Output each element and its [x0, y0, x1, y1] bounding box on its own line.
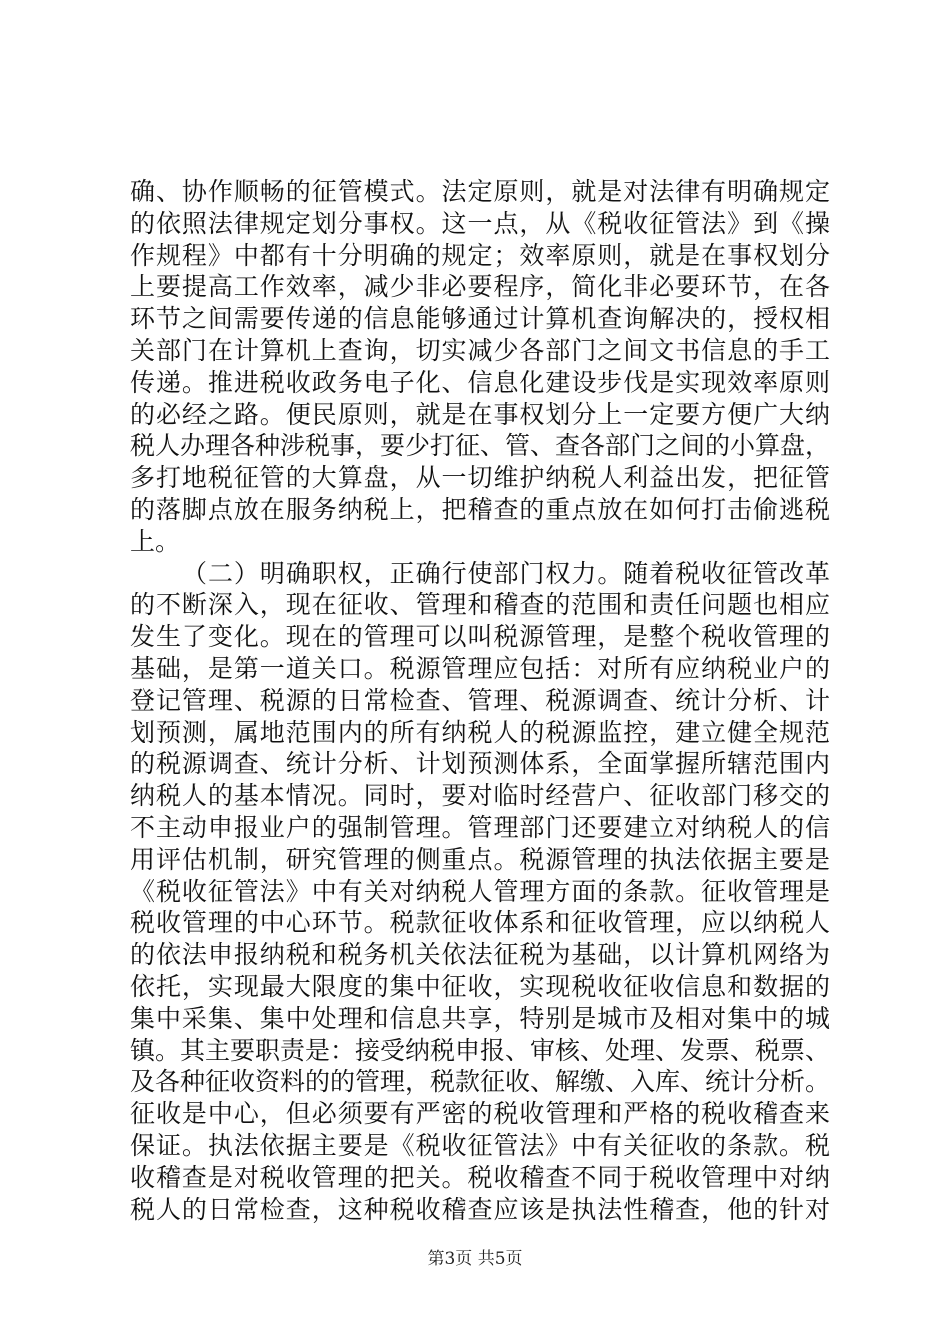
text-line: 的不断深入，现在征收、管理和稽查的范围和责任问题也相应	[130, 590, 830, 620]
text-line: 环节之间需要传递的信息能够通过计算机查询解决的，授权相	[130, 304, 830, 334]
text-line: 用评估机制，研究管理的侧重点。税源管理的执法依据主要是	[130, 844, 830, 874]
text-line: 传递。推进税收政务电子化、信息化建设步伐是实现效率原则	[130, 367, 830, 397]
text-line: 依托，实现最大限度的集中征收，实现税收征收信息和数据的	[130, 971, 830, 1001]
page-number-footer: 第3页 共5页	[427, 1249, 523, 1269]
text-line: 上要提高工作效率，减少非必要程序，简化非必要环节，在各	[130, 272, 830, 302]
text-line: 作规程》中都有十分明确的规定；效率原则，就是在事权划分	[130, 240, 830, 270]
text-line: 及各种征收资料的的管理，税款征收、解缴、入库、统计分析。	[130, 1067, 831, 1097]
text-line: 纳税人的基本情况。同时，要对临时经营户、征收部门移交的	[130, 781, 830, 811]
text-line: 关部门在计算机上查询，切实减少各部门之间文书信息的手工	[130, 335, 830, 365]
text-line: 登记管理、税源的日常检查、管理、税源调查、统计分析、计	[130, 685, 830, 715]
text-line: 的落脚点放在服务纳税上，把稽查的重点放在如何打击偷逃税	[130, 494, 830, 524]
text-line: 收稽查是对税收管理的把关。税收稽查不同于税收管理中对纳	[130, 1162, 830, 1192]
text-line: 保证。执法依据主要是《税收征管法》中有关征收的条款。税	[130, 1130, 830, 1160]
text-line: 的依法申报纳税和税务机关依法征税为基础，以计算机网络为	[130, 940, 830, 970]
paragraph-2	[130, 558, 830, 1226]
text-line: 发生了变化。现在的管理可以叫税源管理，是整个税收管理的	[130, 622, 830, 652]
text-line: 税人办理各种涉税事，要少打征、管、查各部门之间的小算盘，	[130, 431, 831, 461]
text-line: 征收是中心，但必须要有严密的税收管理和严格的税收稽查来	[130, 1099, 830, 1129]
paragraph-1	[130, 176, 830, 558]
text-line: 划预测，属地范围内的所有纳税人的税源监控，建立健全规范	[130, 717, 830, 747]
text-line: 《税收征管法》中有关对纳税人管理方面的条款。征收管理是	[130, 876, 830, 906]
text-line: 镇。其主要职责是：接受纳税申报、审核、处理、发票、税票、	[130, 1035, 831, 1065]
text-line: 不主动申报业户的强制管理。管理部门还要建立对纳税人的信	[130, 812, 830, 842]
document-body	[130, 176, 830, 1225]
text-line: 基础，是第一道关口。税源管理应包括：对所有应纳税业户的	[130, 653, 830, 683]
text-line: 上。	[130, 526, 181, 556]
text-line: 集中采集、集中处理和信息共享，特别是城市及相对集中的城	[130, 1003, 830, 1033]
text-line: 税收管理的中心环节。税款征收体系和征收管理，应以纳税人	[130, 908, 830, 938]
text-line: 税人的日常检查，这种税收稽查应该是执法性稽查，他的针对	[130, 1194, 830, 1224]
text-line: 的税源调查、统计分析、计划预测体系，全面掌握所辖范围内	[130, 749, 830, 779]
text-line: 的依照法律规定划分事权。这一点，从《税收征管法》到《操	[130, 208, 830, 238]
text-line: （二）明确职权，正确行使部门权力。随着税收征管改革	[182, 558, 830, 588]
text-line: 确、协作顺畅的征管模式。法定原则，就是对法律有明确规定	[130, 177, 830, 206]
text-line: 多打地税征管的大算盘，从一切维护纳税人利益出发，把征管	[130, 463, 830, 493]
text-line: 的必经之路。便民原则，就是在事权划分上一定要方便广大纳	[130, 399, 830, 429]
